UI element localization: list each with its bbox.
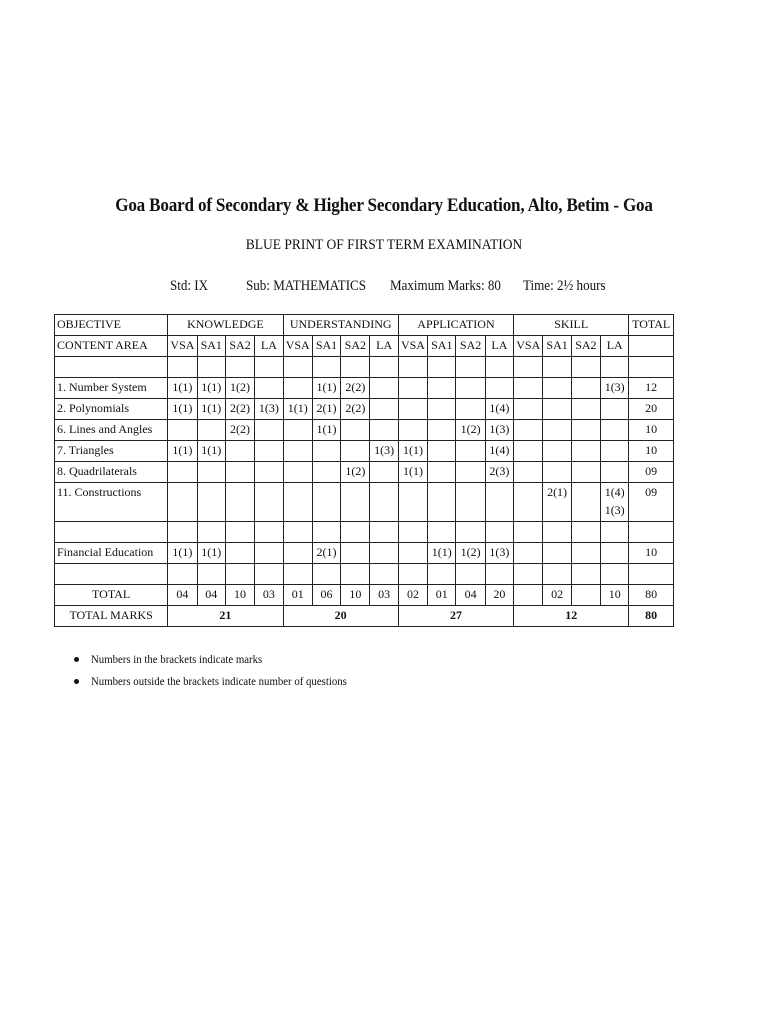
- table-cell: [168, 483, 197, 522]
- table-cell: [571, 543, 600, 564]
- empty-cell: [456, 357, 485, 378]
- bullet-icon: [74, 657, 79, 662]
- empty-cell: [485, 357, 513, 378]
- empty-cell: [398, 522, 427, 543]
- total-cell: 06: [312, 585, 340, 606]
- header-row-objective: [55, 315, 674, 336]
- table-cell: [398, 543, 427, 564]
- header-col-sa2: SA2: [225, 336, 254, 357]
- empty-cell: [543, 564, 571, 585]
- header-col-sa1: SA1: [197, 336, 225, 357]
- row-total: 10: [629, 543, 674, 564]
- empty-cell: [428, 357, 456, 378]
- table-row: [55, 483, 674, 522]
- total-cell: 02: [543, 585, 571, 606]
- empty-cell: [283, 522, 312, 543]
- table-cell: [370, 462, 398, 483]
- row-total: 12: [629, 378, 674, 399]
- table-cell: [571, 378, 600, 399]
- total-cell: 04: [197, 585, 225, 606]
- table-cell: [370, 543, 398, 564]
- table-cell: 1(2): [456, 543, 485, 564]
- header-col-sa1: SA1: [428, 336, 456, 357]
- table-cell: [571, 420, 600, 441]
- empty-cell: [485, 564, 513, 585]
- header-col-sa2: SA2: [341, 336, 370, 357]
- table-cell: 1(1): [197, 399, 225, 420]
- table-cell: 1(1): [312, 378, 340, 399]
- total-marks-total: 80: [629, 606, 674, 627]
- row-total: 09: [629, 483, 674, 522]
- header-col-sa2: SA2: [456, 336, 485, 357]
- meta-max-marks: Maximum Marks: 80: [390, 278, 501, 294]
- empty-cell: [312, 564, 340, 585]
- empty-cell: [571, 564, 600, 585]
- table-cell: [255, 420, 283, 441]
- table-cell: [456, 378, 485, 399]
- table-cell: [601, 483, 629, 522]
- table-cell: [601, 441, 629, 462]
- table-cell: [255, 543, 283, 564]
- table-cell: [341, 483, 370, 522]
- total-cell: 04: [456, 585, 485, 606]
- table-cell: 1(3): [485, 420, 513, 441]
- table-cell: [197, 483, 225, 522]
- note-text: Numbers outside the brackets indicate number of questions: [91, 674, 347, 688]
- header-skill: SKILL: [514, 315, 629, 336]
- header-col-vsa: VSA: [398, 336, 427, 357]
- total-cell: 04: [168, 585, 197, 606]
- total-marks-knowledge: 21: [168, 606, 283, 627]
- table-row: [55, 543, 674, 564]
- empty-cell: [197, 357, 225, 378]
- table-cell: [283, 483, 312, 522]
- document-title: Goa Board of Secondary & Higher Secondary Education, Alto, Betim - Goa: [115, 195, 653, 216]
- header-col-vsa: VSA: [168, 336, 197, 357]
- header-col-la: LA: [255, 336, 283, 357]
- table-cell: 1(1): [168, 441, 197, 462]
- empty-cell: [312, 522, 340, 543]
- table-cell: [571, 441, 600, 462]
- empty-cell: [370, 564, 398, 585]
- empty-cell: [225, 357, 254, 378]
- empty-cell: [629, 522, 674, 543]
- empty-cell: [543, 522, 571, 543]
- empty-cell: [456, 564, 485, 585]
- table-cell: 1(3): [601, 378, 629, 399]
- table-cell: [197, 420, 225, 441]
- header-col-vsa: VSA: [283, 336, 312, 357]
- table-cell: [456, 462, 485, 483]
- table-cell: [514, 399, 543, 420]
- table-cell: [428, 483, 456, 522]
- empty-cell: [514, 522, 543, 543]
- table-cell: [225, 483, 254, 522]
- table-cell-value: 1(3): [604, 503, 625, 517]
- table-cell: [225, 543, 254, 564]
- total-cell: 10: [225, 585, 254, 606]
- table-cell: 2(2): [225, 420, 254, 441]
- table-cell: 2(3): [485, 462, 513, 483]
- table-cell: [428, 378, 456, 399]
- table-cell: 1(3): [485, 543, 513, 564]
- table-cell: [514, 483, 543, 522]
- table-cell: [485, 378, 513, 399]
- table-cell: [543, 399, 571, 420]
- table-cell: [543, 420, 571, 441]
- table-cell: [283, 378, 312, 399]
- empty-cell: [255, 564, 283, 585]
- header-col-la: LA: [601, 336, 629, 357]
- header-total: TOTAL: [629, 315, 674, 336]
- table-cell: 2(2): [341, 378, 370, 399]
- total-cell: 02: [398, 585, 427, 606]
- table-cell: 1(2): [456, 420, 485, 441]
- header-row-content-area: [55, 336, 674, 357]
- table-cell: 1(1): [283, 399, 312, 420]
- table-cell: 2(1): [312, 399, 340, 420]
- empty-cell: [55, 522, 168, 543]
- empty-cell: [629, 564, 674, 585]
- empty-cell: [601, 564, 629, 585]
- table-cell: [225, 462, 254, 483]
- table-row: [55, 441, 674, 462]
- empty-cell: [283, 357, 312, 378]
- table-cell: 1(1): [312, 420, 340, 441]
- table-cell: 1(1): [197, 378, 225, 399]
- content-area-label: 8. Quadrilaterals: [55, 462, 168, 483]
- table-row: [55, 420, 674, 441]
- empty-cell: [341, 357, 370, 378]
- table-cell: 2(2): [341, 399, 370, 420]
- header-col-sa1: SA1: [312, 336, 340, 357]
- total-cell: 03: [370, 585, 398, 606]
- blueprint-table: [54, 314, 674, 627]
- total-cell: 10: [341, 585, 370, 606]
- table-cell: [283, 420, 312, 441]
- content-area-label: Financial Education: [55, 543, 168, 564]
- empty-cell: [543, 357, 571, 378]
- empty-cell: [485, 522, 513, 543]
- empty-cell: [601, 357, 629, 378]
- empty-cell: [398, 564, 427, 585]
- table-cell: [456, 441, 485, 462]
- table-cell: 1(1): [398, 462, 427, 483]
- header-col-total-blank: [629, 336, 674, 357]
- table-cell-value: 1(4): [604, 485, 625, 499]
- empty-cell: [225, 564, 254, 585]
- empty-cell: [225, 522, 254, 543]
- empty-cell: [571, 522, 600, 543]
- empty-cell: [168, 522, 197, 543]
- header-col-sa1: SA1: [543, 336, 571, 357]
- header-col-vsa: VSA: [514, 336, 543, 357]
- table-cell: 1(3): [370, 441, 398, 462]
- empty-cell: [601, 522, 629, 543]
- table-cell: 2(2): [225, 399, 254, 420]
- table-cell: 1(1): [197, 543, 225, 564]
- meta-time: Time: 2½ hours: [523, 278, 606, 294]
- table-cell: [456, 399, 485, 420]
- empty-cell: [341, 564, 370, 585]
- table-cell: [398, 420, 427, 441]
- table-cell: [370, 420, 398, 441]
- total-cell: 03: [255, 585, 283, 606]
- table-cell: 2(1): [543, 483, 571, 522]
- content-area-label: 6. Lines and Angles: [55, 420, 168, 441]
- table-cell: [312, 462, 340, 483]
- content-area-label: 7. Triangles: [55, 441, 168, 462]
- header-col-sa2: SA2: [571, 336, 600, 357]
- table-cell: 2(1): [312, 543, 340, 564]
- table-cell: 1(2): [341, 462, 370, 483]
- total-marks-label: TOTAL MARKS: [55, 606, 168, 627]
- table-cell: 1(1): [168, 399, 197, 420]
- table-cell: [543, 462, 571, 483]
- table-cell: [601, 420, 629, 441]
- table-cell: [485, 483, 513, 522]
- empty-cell: [629, 357, 674, 378]
- table-cell: 1(1): [398, 441, 427, 462]
- empty-cell: [55, 357, 168, 378]
- total-cell: 20: [485, 585, 513, 606]
- table-cell: [370, 378, 398, 399]
- empty-cell: [312, 357, 340, 378]
- table-cell: [601, 543, 629, 564]
- content-area-label: 1. Number System: [55, 378, 168, 399]
- table-cell: 1(4): [485, 441, 513, 462]
- table-cell: [283, 441, 312, 462]
- note-text: Numbers in the brackets indicate marks: [91, 652, 263, 666]
- empty-cell: [168, 357, 197, 378]
- header-application: APPLICATION: [398, 315, 513, 336]
- row-total: 09: [629, 462, 674, 483]
- empty-cell: [428, 522, 456, 543]
- header-objective: OBJECTIVE: [55, 315, 168, 336]
- row-total: 20: [629, 399, 674, 420]
- table-cell: [370, 483, 398, 522]
- table-cell: [571, 462, 600, 483]
- table-cell: [341, 441, 370, 462]
- table-cell: [456, 483, 485, 522]
- table-cell: [428, 462, 456, 483]
- empty-cell: [197, 522, 225, 543]
- empty-cell: [255, 357, 283, 378]
- total-marks-skill: 12: [514, 606, 629, 627]
- meta-std: Std: IX: [170, 278, 209, 294]
- empty-cell: [255, 522, 283, 543]
- empty-cell: [370, 522, 398, 543]
- total-marks-understanding: 20: [283, 606, 398, 627]
- table-cell: [255, 462, 283, 483]
- empty-cell: [168, 564, 197, 585]
- table-cell: [571, 483, 600, 522]
- table-cell: [514, 441, 543, 462]
- total-marks-row: [55, 606, 674, 627]
- table-cell: [341, 420, 370, 441]
- table-cell: [225, 441, 254, 462]
- grand-total: 80: [629, 585, 674, 606]
- table-cell: 1(1): [168, 378, 197, 399]
- table-cell: [168, 420, 197, 441]
- table-cell: 1(2): [225, 378, 254, 399]
- table-cell: [543, 441, 571, 462]
- total-row: [55, 585, 674, 606]
- row-total: 10: [629, 420, 674, 441]
- table-cell: [601, 399, 629, 420]
- content-area-label: 2. Polynomials: [55, 399, 168, 420]
- table-cell: [312, 483, 340, 522]
- table-cell: [283, 543, 312, 564]
- table-row: [55, 399, 674, 420]
- table-cell: [571, 399, 600, 420]
- empty-cell: [456, 522, 485, 543]
- spacer-row: [55, 564, 674, 585]
- table-cell: [543, 543, 571, 564]
- empty-cell: [283, 564, 312, 585]
- bullet-icon: [74, 679, 79, 684]
- table-cell: [370, 399, 398, 420]
- meta-subject: Sub: MATHEMATICS: [246, 278, 367, 294]
- table-cell: [428, 441, 456, 462]
- empty-cell: [197, 564, 225, 585]
- empty-cell: [514, 357, 543, 378]
- total-cell: 01: [428, 585, 456, 606]
- total-cell: [514, 585, 543, 606]
- header-col-la: LA: [485, 336, 513, 357]
- table-cell: [428, 399, 456, 420]
- header-content-area: CONTENT AREA: [55, 336, 168, 357]
- table-cell: 1(4): [485, 399, 513, 420]
- spacer-row: [55, 522, 674, 543]
- empty-cell: [398, 357, 427, 378]
- table-cell: 1(1): [428, 543, 456, 564]
- table-cell: [398, 378, 427, 399]
- empty-cell: [341, 522, 370, 543]
- table-cell: [428, 420, 456, 441]
- table-cell: [398, 399, 427, 420]
- empty-cell: [514, 564, 543, 585]
- table-cell: [312, 441, 340, 462]
- table-cell: [398, 483, 427, 522]
- empty-cell: [428, 564, 456, 585]
- document-subtitle: BLUE PRINT OF FIRST TERM EXAMINATION: [245, 237, 523, 253]
- table-cell: 1(3): [255, 399, 283, 420]
- table-cell: [168, 462, 197, 483]
- spacer-row: [55, 357, 674, 378]
- table-cell: [255, 441, 283, 462]
- total-label: TOTAL: [55, 585, 168, 606]
- total-cell: 01: [283, 585, 312, 606]
- total-cell: [571, 585, 600, 606]
- table-cell: [255, 378, 283, 399]
- empty-cell: [370, 357, 398, 378]
- table-row: [55, 462, 674, 483]
- table-cell: [341, 543, 370, 564]
- table-cell: [197, 462, 225, 483]
- header-col-la: LA: [370, 336, 398, 357]
- content-area-label: 11. Constructions: [55, 483, 168, 522]
- table-cell: [514, 420, 543, 441]
- table-cell: 1(1): [168, 543, 197, 564]
- table-cell: [255, 483, 283, 522]
- table-row: [55, 378, 674, 399]
- empty-cell: [571, 357, 600, 378]
- table-cell: [514, 462, 543, 483]
- table-cell: 1(1): [197, 441, 225, 462]
- total-marks-application: 27: [398, 606, 513, 627]
- table-cell: [514, 543, 543, 564]
- table-cell: [283, 462, 312, 483]
- row-total: 10: [629, 441, 674, 462]
- total-cell: 10: [601, 585, 629, 606]
- table-cell: [543, 378, 571, 399]
- table-cell: [514, 378, 543, 399]
- table-cell: [601, 462, 629, 483]
- header-understanding: UNDERSTANDING: [283, 315, 398, 336]
- header-knowledge: KNOWLEDGE: [168, 315, 283, 336]
- empty-cell: [55, 564, 168, 585]
